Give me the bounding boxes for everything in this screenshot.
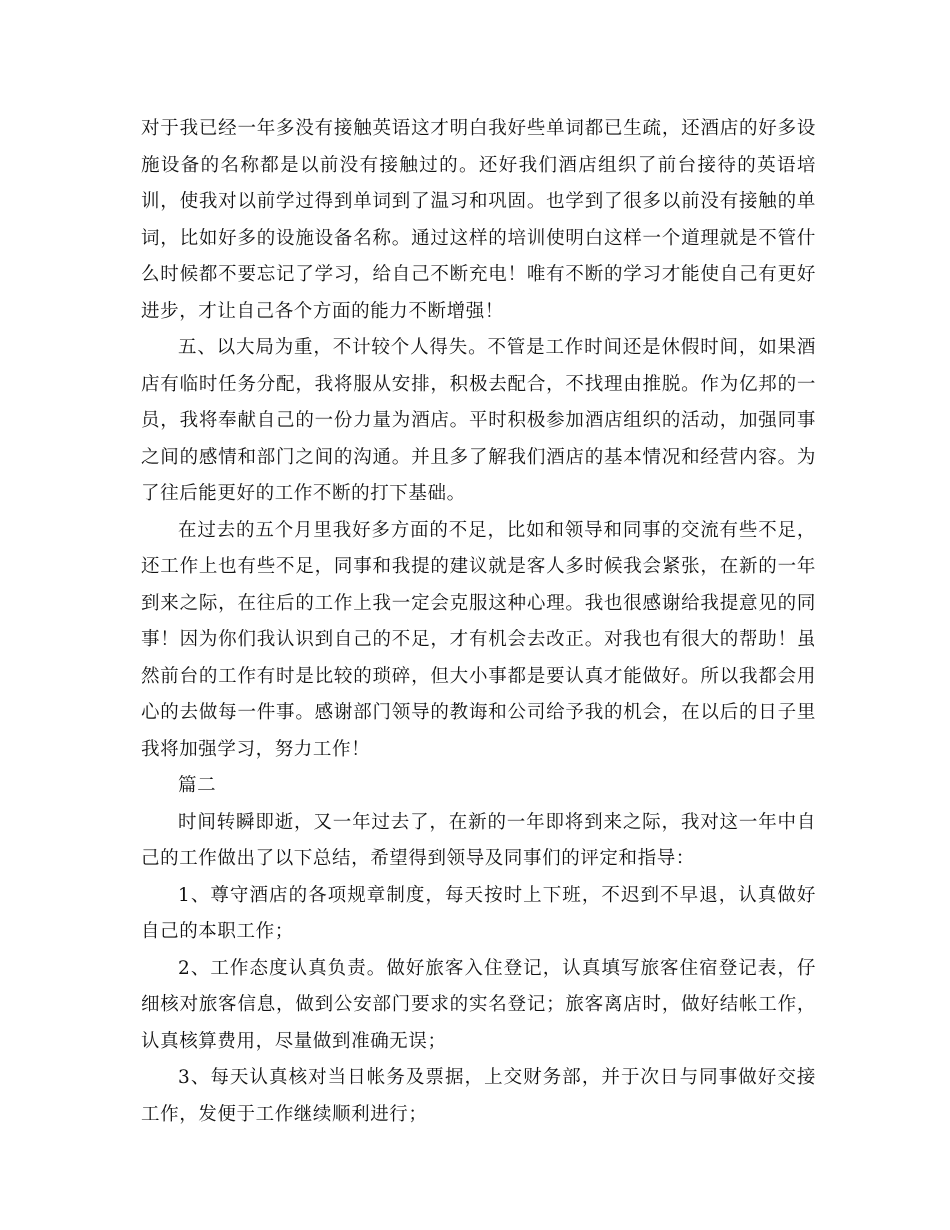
document-body [141, 111, 816, 1133]
paragraph-continuation: 对于我已经一年多没有接触英语这才明白我好些单词都已生疏，还酒店的好多设施设备的名称都是以前没有接触过的。还好我们酒店组织了前台接待的英语培训，使我对以前学过得到单词到了温习和巩固。也学到了很多以前没有接触的单词，比如好多的设施设备名称。通过这样的培训使明白这样一个道理就是不管什么时候都不要忘记了学习，给自己不断充电！唯有不断的学习才能使自己有更好进步，才让自己各个方面的能力不断增强！ [141, 118, 816, 322]
paragraph-shortcomings: 在过去的五个月里我好多方面的不足，比如和领导和同事的交流有些不足，还工作上也有些不足，同事和我提的建议就是客人多时候我会紧张，在新的一年到来之际，在往后的工作上我一定会克服这种心理。我也很感谢给我提意见的同事！因为你们我认识到自己的不足，才有机会去改正。对我也有很大的帮助！虽然前台的工作有时是比较的琐碎，但大小事都是要认真才能做好。所以我都会用心的去做每一件事。感谢部门领导的教诲和公司给予我的机会，在以后的日子里我将加强学习，努力工作！ [141, 519, 816, 760]
list-item-3: 3、每天认真核对当日帐务及票据，上交财务部，并于次日与同事做好交接工作，发便于工作继续顺利进行； [141, 1067, 816, 1125]
list-item-2: 2、工作态度认真负责。做好旅客入住登记，认真填写旅客住宿登记表，仔细核对旅客信息，做到公安部门要求的实名登记；旅客离店时，做好结帐工作，认真核算费用，尽量做到准确无误； [141, 957, 816, 1052]
section-heading-part-two: 篇二 [178, 775, 217, 796]
list-item-1: 1、尊守酒店的各项规章制度，每天按时上下班，不迟到不早退，认真做好自己的本职工作； [141, 884, 816, 942]
paragraph-intro-summary: 时间转瞬即逝，又一年过去了，在新的一年即将到来之际，我对这一年中自己的工作做出了以下总结，希望得到领导及同事们的评定和指导： [141, 811, 816, 869]
paragraph-section-five: 五、以大局为重，不计较个人得失。不管是工作时间还是休假时间，如果酒店有临时任务分配，我将服从安排，积极去配合，不找理由推脱。作为亿邦的一员，我将奉献自己的一份力量为酒店。平时积极参加酒店组织的活动，加强同事之间的感情和部门之间的沟通。并且多了解我们酒店的基本情况和经营内容。为了往后能更好的工作不断的打下基础。 [141, 337, 816, 504]
